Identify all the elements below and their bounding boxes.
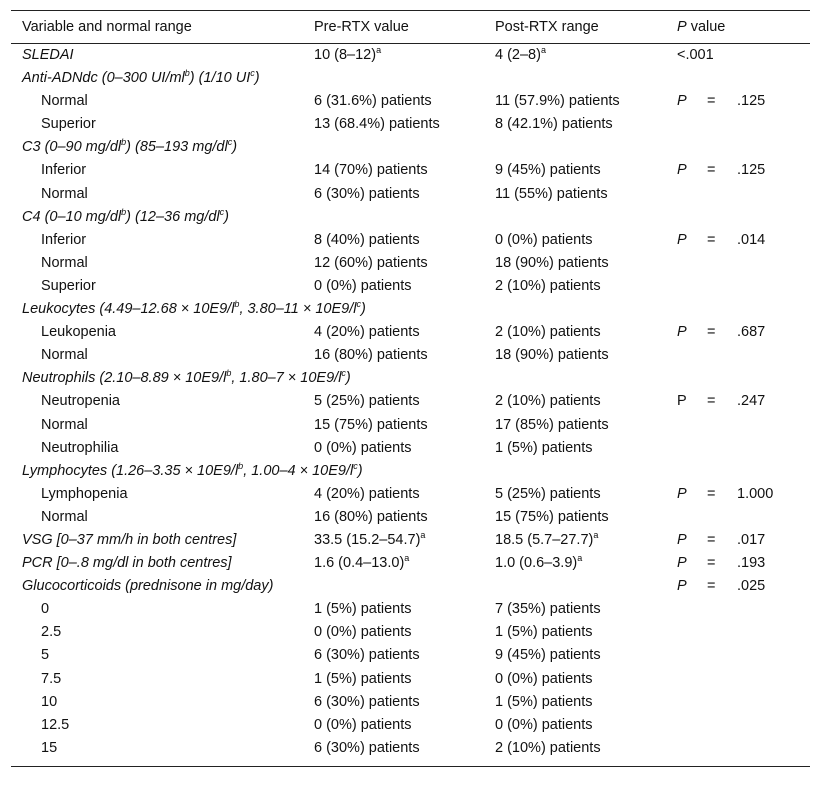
p-letter: P [677, 531, 687, 548]
table-group-row [11, 67, 810, 90]
table-row [11, 90, 810, 113]
variable-label: Leukopenia [41, 324, 116, 341]
label-footnote-b: b [238, 460, 244, 471]
post-rtx-cell [495, 252, 609, 275]
pre-rtx-cell [314, 90, 432, 113]
p-number: .017 [737, 531, 766, 548]
variable-label-end: ) [357, 462, 363, 479]
p-number: .025 [737, 578, 766, 595]
table-row [11, 183, 810, 206]
pre-rtx-cell [314, 483, 420, 506]
p-value-cell [677, 90, 765, 113]
pre-footnote: a [404, 553, 410, 564]
pre-rtx-cell [314, 159, 428, 182]
variable-label: C4 (0–10 mg/dl [22, 208, 122, 225]
variable-label: Superior [41, 277, 96, 294]
variable-label: Lymphopenia [41, 485, 128, 502]
results-table [11, 10, 810, 767]
variable-label-mid: , 1.00–4 × 10E9/l [243, 462, 354, 479]
label-footnote-c: c [353, 460, 358, 471]
variable-cell [22, 206, 229, 229]
table-row [11, 691, 810, 714]
variable-label: Superior [41, 116, 96, 133]
p-value-cell [677, 159, 765, 182]
pre-rtx-value: 13 (68.4%) patients [314, 116, 440, 133]
variable-label: Inferior [41, 231, 87, 248]
pre-rtx-cell [314, 644, 420, 667]
p-equals: = [707, 162, 716, 179]
pre-rtx-value: 12 (60%) patients [314, 254, 428, 271]
post-rtx-cell [495, 390, 601, 413]
table-row [11, 598, 810, 621]
pre-rtx-value: 33.5 (15.2–54.7) [314, 531, 421, 548]
variable-label: 0 [41, 601, 50, 618]
table-group-row [11, 460, 810, 483]
variable-label: Normal [41, 93, 88, 110]
table-group-row [11, 367, 810, 390]
variable-label-end: ) [360, 301, 366, 318]
pre-rtx-value: 15 (75%) patients [314, 416, 428, 433]
pre-rtx-value: 0 (0%) patients [314, 277, 412, 294]
table-group-row [11, 529, 810, 552]
variable-label: Neutrophils (2.10–8.89 × 10E9/l [22, 370, 227, 387]
post-rtx-cell [495, 437, 593, 460]
variable-label-end: ) [224, 208, 229, 225]
label-footnote-b: b [121, 137, 127, 148]
variable-label-mid: , 3.80–11 × 10E9/l [239, 301, 357, 318]
post-rtx-cell [495, 598, 601, 621]
variable-label: Anti-ADNdc (0–300 UI/ml [22, 70, 185, 87]
post-rtx-cell [495, 737, 601, 760]
post-rtx-value: 2 (10%) patients [495, 393, 601, 410]
variable-label: Leukocytes (4.49–12.68 × 10E9/l [22, 301, 235, 318]
variable-label: VSG [0–37 mm/h in both centres] [22, 531, 237, 548]
variable-label: Normal [41, 347, 88, 364]
post-rtx-value: 17 (85%) patients [495, 416, 609, 433]
p-value-cell [677, 229, 765, 252]
table-row [11, 506, 810, 529]
variable-label-mid: , 1.80–7 × 10E9/l [231, 370, 342, 387]
p-equals: = [707, 231, 716, 248]
table-row [11, 321, 810, 344]
p-value-cell: <.001 [677, 47, 714, 63]
post-rtx-value: 1 (5%) patients [495, 693, 593, 710]
p-value-cell [677, 390, 765, 413]
variable-label-end: ) [345, 370, 351, 387]
post-rtx-value: 9 (45%) patients [495, 647, 601, 664]
variable-cell [41, 737, 57, 760]
header-pre-rtx: Pre-RTX value [314, 19, 409, 35]
variable-label: 5 [41, 647, 50, 664]
p-equals: = [707, 485, 716, 502]
header-p-letter: P [677, 19, 687, 35]
variable-label: 15 [41, 739, 58, 756]
variable-label: 12.5 [41, 716, 70, 733]
variable-cell [22, 298, 366, 321]
table-group-row [11, 298, 810, 321]
variable-label-end: ) [254, 70, 260, 87]
pre-rtx-cell [314, 437, 412, 460]
pre-rtx-value: 0 (0%) patients [314, 624, 412, 641]
pre-rtx-cell [314, 714, 412, 737]
post-footnote: a [577, 553, 583, 564]
variable-label: C3 (0–90 mg/dl [22, 139, 122, 156]
variable-label: 7.5 [41, 670, 62, 687]
pre-footnote: a [420, 530, 426, 541]
post-rtx-value: 1.0 (0.6–3.9) [495, 555, 578, 572]
variable-label: Neutrophilia [41, 439, 119, 456]
p-letter: P [677, 393, 687, 410]
variable-label: SLEDAI [22, 47, 74, 63]
pre-rtx-value: 1 (5%) patients [314, 601, 412, 618]
post-rtx-value: 1 (5%) patients [495, 624, 593, 641]
header-p-value [677, 11, 725, 43]
post-rtx-value: 4 (2–8) [495, 47, 541, 63]
p-equals: = [707, 578, 716, 595]
post-rtx-value: 9 (45%) patients [495, 162, 601, 179]
post-rtx-value: 0 (0%) patients [495, 231, 593, 248]
post-rtx-value: 8 (42.1%) patients [495, 116, 613, 133]
p-letter: P [677, 324, 687, 341]
post-rtx-cell [495, 552, 582, 575]
variable-cell [41, 321, 116, 344]
table-row [11, 437, 810, 460]
pre-rtx-cell [314, 598, 412, 621]
table-row [11, 113, 810, 136]
post-rtx-value: 2 (10%) patients [495, 739, 601, 756]
table-row [11, 159, 810, 182]
variable-label: PCR [0–.8 mg/dl in both centres] [22, 555, 232, 572]
header-post-rtx: Post-RTX range [495, 19, 599, 35]
p-letter: P [677, 578, 687, 595]
table-row [11, 390, 810, 413]
variable-cell [41, 229, 86, 252]
label-footnote-b: b [226, 368, 232, 379]
p-equals: = [707, 555, 716, 572]
post-rtx-value: 18 (90%) patients [495, 254, 609, 271]
post-rtx-cell [495, 113, 613, 136]
label-footnote-c: c [356, 299, 361, 310]
p-value-cell [677, 483, 773, 506]
p-letter: P [677, 555, 687, 572]
label-footnote-b: b [184, 68, 190, 79]
variable-label: Glucocorticoids (prednisone in mg/day) [22, 578, 274, 595]
pre-rtx-value: 1 (5%) patients [314, 670, 412, 687]
pre-rtx-cell [314, 506, 428, 529]
post-rtx-cell [495, 159, 601, 182]
post-rtx-value: 18.5 (5.7–27.7) [495, 531, 594, 548]
table-bottom-rule [11, 760, 810, 767]
p-equals: = [707, 93, 716, 110]
post-rtx-value: 5 (25%) patients [495, 485, 601, 502]
label-footnote-b: b [234, 299, 240, 310]
pre-rtx-cell [314, 321, 420, 344]
post-rtx-cell [495, 621, 593, 644]
table-row [11, 737, 810, 760]
table-group-row [11, 136, 810, 159]
p-letter: P [677, 485, 687, 502]
pre-rtx-cell [314, 390, 420, 413]
pre-rtx-cell [314, 252, 428, 275]
post-rtx-cell [495, 275, 601, 298]
pre-rtx-cell [314, 691, 420, 714]
table-group-row [11, 44, 810, 67]
table-group-row [11, 575, 810, 598]
table-group-row [11, 206, 810, 229]
table-row [11, 714, 810, 737]
pre-rtx-value: 6 (31.6%) patients [314, 93, 432, 110]
pre-rtx-value: 10 (8–12) [314, 47, 377, 63]
pre-rtx-value: 6 (30%) patients [314, 647, 420, 664]
p-number: 1.000 [737, 485, 774, 502]
p-number: .193 [737, 555, 766, 572]
post-rtx-value: 1 (5%) patients [495, 439, 593, 456]
pre-rtx-cell [314, 668, 412, 691]
pre-rtx-value: 8 (40%) patients [314, 231, 420, 248]
p-value-cell [677, 321, 765, 344]
table-row [11, 668, 810, 691]
variable-label: Normal [41, 185, 88, 202]
table-row [11, 414, 810, 437]
variable-cell [41, 644, 49, 667]
label-footnote-b: b [121, 206, 127, 217]
p-number: .247 [737, 393, 766, 410]
variable-cell [41, 598, 49, 621]
pre-rtx-cell [314, 344, 428, 367]
variable-cell [41, 390, 120, 413]
p-number: .014 [737, 231, 766, 248]
table-header [11, 10, 810, 44]
p-value-cell [677, 552, 765, 575]
p-equals: = [707, 531, 716, 548]
pre-rtx-cell [314, 229, 420, 252]
post-rtx-cell [495, 344, 609, 367]
variable-cell [41, 252, 88, 275]
variable-cell [41, 506, 88, 529]
p-value-cell [677, 529, 765, 552]
post-rtx-cell [495, 321, 601, 344]
variable-label-end: ) [232, 139, 238, 156]
variable-cell [41, 275, 96, 298]
variable-cell [41, 113, 96, 136]
p-value-cell [677, 575, 765, 598]
post-rtx-value: 2 (10%) patients [495, 324, 601, 341]
label-footnote-c: c [227, 137, 233, 148]
post-rtx-cell [495, 183, 608, 206]
variable-label: Inferior [41, 162, 87, 179]
variable-cell [41, 159, 86, 182]
post-rtx-value: 11 (57.9%) patients [495, 93, 620, 110]
variable-cell [41, 183, 88, 206]
variable-label-mid: ) (12–36 mg/dl [126, 208, 220, 225]
pre-rtx-cell [314, 529, 425, 552]
variable-label-mid: ) (1/10 UI [189, 70, 251, 87]
variable-cell [22, 552, 232, 575]
post-rtx-cell [495, 90, 620, 113]
post-footnote: a [593, 530, 599, 541]
variable-cell [41, 483, 128, 506]
label-footnote-c: c [250, 68, 255, 79]
variable-label: Normal [41, 416, 88, 433]
variable-cell [22, 367, 351, 390]
variable-label: 2.5 [41, 624, 62, 641]
pre-rtx-cell [314, 44, 381, 67]
table-body [11, 44, 810, 760]
post-rtx-cell [495, 644, 601, 667]
pre-rtx-value: 4 (20%) patients [314, 485, 420, 502]
p-letter: P [677, 93, 687, 110]
variable-cell [41, 414, 88, 437]
table-row [11, 344, 810, 367]
post-footnote: a [540, 45, 546, 56]
p-number: .687 [737, 324, 766, 341]
variable-cell [22, 460, 363, 483]
pre-rtx-value: 4 (20%) patients [314, 324, 420, 341]
pre-rtx-value: 1.6 (0.4–13.0) [314, 555, 405, 572]
p-letter: P [677, 231, 687, 248]
table-row [11, 483, 810, 506]
pre-rtx-value: 6 (30%) patients [314, 693, 420, 710]
pre-rtx-cell [314, 275, 412, 298]
variable-label-mid: ) (85–193 mg/dl [126, 139, 228, 156]
variable-label: Normal [41, 508, 88, 525]
variable-cell [22, 67, 260, 90]
pre-rtx-value: 14 (70%) patients [314, 162, 428, 179]
variable-cell [41, 90, 88, 113]
p-number: .125 [737, 93, 766, 110]
post-rtx-cell [495, 529, 598, 552]
pre-rtx-value: 16 (80%) patients [314, 508, 428, 525]
pre-rtx-value: 6 (30%) patients [314, 185, 420, 202]
post-rtx-cell [495, 44, 546, 67]
post-rtx-value: 2 (10%) patients [495, 277, 601, 294]
variable-cell [22, 44, 74, 67]
pre-rtx-value: 6 (30%) patients [314, 739, 420, 756]
table-group-row [11, 552, 810, 575]
post-rtx-cell [495, 506, 609, 529]
variable-label: Neutropenia [41, 393, 120, 410]
post-rtx-cell [495, 714, 593, 737]
pre-footnote: a [376, 45, 382, 56]
p-number: .125 [737, 162, 766, 179]
variable-label: Lymphocytes (1.26–3.35 × 10E9/l [22, 462, 239, 479]
post-rtx-value: 0 (0%) patients [495, 716, 593, 733]
post-rtx-value: 7 (35%) patients [495, 601, 601, 618]
p-equals: = [707, 324, 716, 341]
post-rtx-value: 18 (90%) patients [495, 347, 609, 364]
table-row [11, 252, 810, 275]
label-footnote-c: c [341, 368, 346, 379]
pre-rtx-cell [314, 621, 412, 644]
variable-label: 10 [41, 693, 58, 710]
post-rtx-cell [495, 229, 593, 252]
p-equals: = [707, 393, 716, 410]
table-row [11, 621, 810, 644]
pre-rtx-value: 0 (0%) patients [314, 439, 412, 456]
variable-cell [22, 136, 237, 159]
post-rtx-cell [495, 483, 601, 506]
pre-rtx-cell [314, 113, 440, 136]
pre-rtx-cell [314, 183, 420, 206]
post-rtx-cell [495, 668, 593, 691]
variable-cell [41, 714, 69, 737]
pre-rtx-value: 16 (80%) patients [314, 347, 428, 364]
post-rtx-value: 15 (75%) patients [495, 508, 609, 525]
post-rtx-value: 0 (0%) patients [495, 670, 593, 687]
variable-cell [41, 437, 118, 460]
variable-cell [41, 621, 61, 644]
p-letter: P [677, 162, 687, 179]
header-p-word: value [686, 19, 726, 35]
variable-cell [41, 691, 57, 714]
variable-cell [41, 344, 88, 367]
post-rtx-cell [495, 691, 593, 714]
header-variable: Variable and normal range [22, 19, 192, 35]
pre-rtx-value: 5 (25%) patients [314, 393, 420, 410]
variable-cell [22, 575, 273, 598]
pre-rtx-value: 0 (0%) patients [314, 716, 412, 733]
label-footnote-c: c [219, 206, 225, 217]
pre-rtx-cell [314, 552, 409, 575]
table-row [11, 229, 810, 252]
variable-cell [22, 529, 236, 552]
post-rtx-value: 11 (55%) patients [495, 185, 608, 202]
variable-label: Normal [41, 254, 88, 271]
pre-rtx-cell [314, 737, 420, 760]
pre-rtx-cell [314, 414, 428, 437]
table-row [11, 644, 810, 667]
table-row [11, 275, 810, 298]
variable-cell [41, 668, 61, 691]
post-rtx-cell [495, 414, 609, 437]
